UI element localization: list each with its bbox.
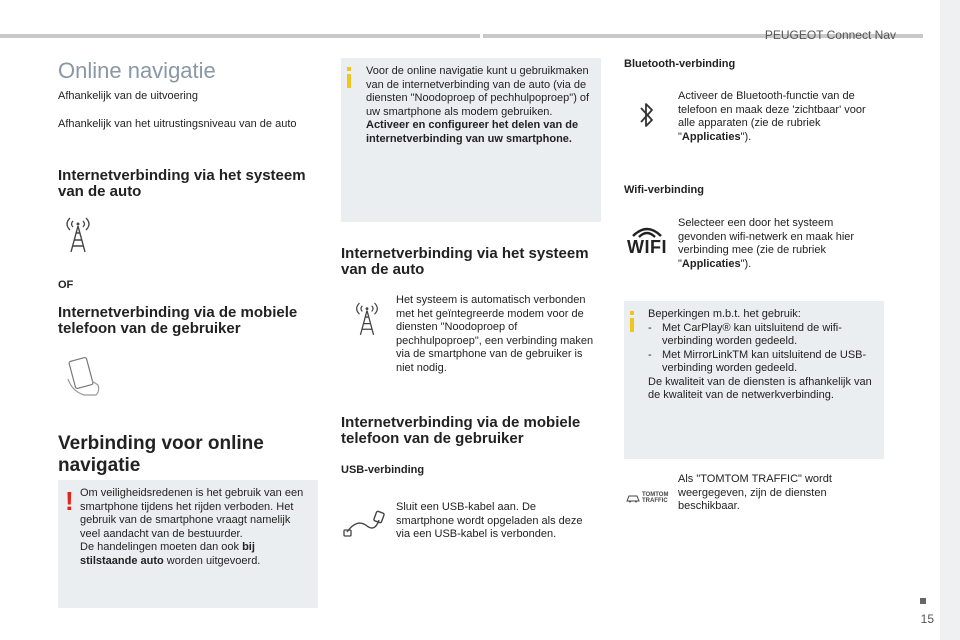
bluetooth-label: Bluetooth-verbinding [624,58,736,70]
usb-cable-icon [343,508,385,538]
antenna-icon [62,214,94,254]
info-icon-dot [630,311,634,315]
wifi-label: Wifi-verbinding [624,184,704,196]
limits-item-2: Met MirrorLinkTM kan uitsluitend de USB-verbinding worden gedeeld. [662,348,867,374]
bluetooth-text [678,90,883,144]
warning-line-2c: worden uitgevoerd. [163,554,261,567]
wifi-icon-text: WIFI [627,237,667,257]
bluetooth-icon [638,100,656,130]
tomtom-text: Als "TOMTOM TRAFFIC" wordt weergegeven, zijn de diensten beschikbaar. [678,473,832,512]
intro-1: Afhankelijk van de uitvoering [58,90,199,102]
limits-box [624,301,884,459]
smartphone-hand-icon [62,355,106,399]
intro-2: Afhankelijk van het uitrustingsniveau van de auto [58,118,297,130]
info-body: Voor de online navigatie kunt u gebruikmaken van de internetverbinding van de auto (via de diensten "Noodoproep of pechhulpoproep") of uw smartphone als modem gebruiken. [366,65,590,118]
section-title: Internetverbinding via de mobiele telefoon van de gebruiker [58,304,298,337]
info-icon-dot [347,67,351,71]
page-number: 15 [920,612,934,626]
limits-footer: De kwaliteit van de diensten is afhankelijk van de kwaliteit van de netwerkverbinding. [648,375,872,401]
end-marker [920,598,926,604]
usb-text: Sluit een USB-kabel aan. De smartphone wordt opgeladen als deze via een USB-kabel is verbonden. [396,501,583,540]
tomtom-traffic-icon [626,492,668,504]
limits-text [648,308,882,403]
wifi-text-a: Selecteer een door het systeem gevonden wifi-netwerk en maak hier verbinding mee (zie de rubriek " [678,217,855,270]
warning-text [80,487,312,568]
info-icon [630,318,634,332]
header-rule-left [0,34,480,38]
warning-box [58,480,318,608]
antenna-icon [352,298,382,338]
wifi-text [678,217,883,271]
info-box [341,58,601,222]
warning-icon: ! [65,486,74,516]
wifi-text-c: "). [740,257,752,270]
or-label: OF [58,279,74,291]
section-title: Internetverbinding via het systeem van de auto [341,245,589,278]
bluetooth-text-b: Applicaties [681,130,741,143]
bluetooth-text-a: Activeer de Bluetooth-functie van de telefoon en maak deze 'zichtbaar' voor alle apparaten (zie de rubriek " [678,90,866,143]
section-title: Internetverbinding via de mobiele telefoon van de gebruiker [341,414,581,447]
wifi-icon [627,222,667,256]
section-title: Internetverbinding via het systeem van de auto [58,167,306,200]
limits-item-1: Met CarPlay® kan uitsluitend de wifi-verbinding worden gedeeld. [662,321,842,347]
page-title: Online navigatie [58,58,216,83]
header-title: PEUGEOT Connect Nav [764,28,896,42]
limits-item: - Met CarPlay® kan uitsluitend de wifi-verbinding worden gedeeld. [648,322,882,349]
info-text [366,65,598,146]
info-bold: Activeer en configureer het delen van de internetverbinding van uw smartphone. [366,119,579,145]
tomtom-icon-line-2: TRAFFIC [642,498,668,504]
info-icon [347,74,351,88]
bluetooth-text-c: "). [740,130,752,143]
side-strip [940,0,960,640]
usb-label: USB-verbinding [341,464,425,476]
warning-line-2b: bij stilstaande auto [80,541,255,567]
tomtom-icon-line-1: TOMTOM [642,492,669,498]
warning-line-1: Om veiligheidsredenen is het gebruik van een smartphone tijdens het rijden verboden. Het gebruik van de smartphone vraagt namelijk veel aandacht van de bestuurder. [80,487,304,540]
section-text: Het systeem is automatisch verbonden met het geïntegreerde modem voor de diensten "Noodoproep of pechhulpoproep", een verbinding maken via de smartphone van de gebruiker is niet nodig. [396,294,594,374]
wifi-text-b: Applicaties [681,257,741,270]
warning-line-2a: De handelingen moeten dan ook [80,541,243,553]
limits-item: - Met MirrorLinkTM kan uitsluitend de USB-verbinding worden gedeeld. [648,349,882,376]
limits-title: Beperkingen m.b.t. het gebruik: [648,308,801,320]
big-section-title: Verbinding voor online navigatie [58,433,264,476]
